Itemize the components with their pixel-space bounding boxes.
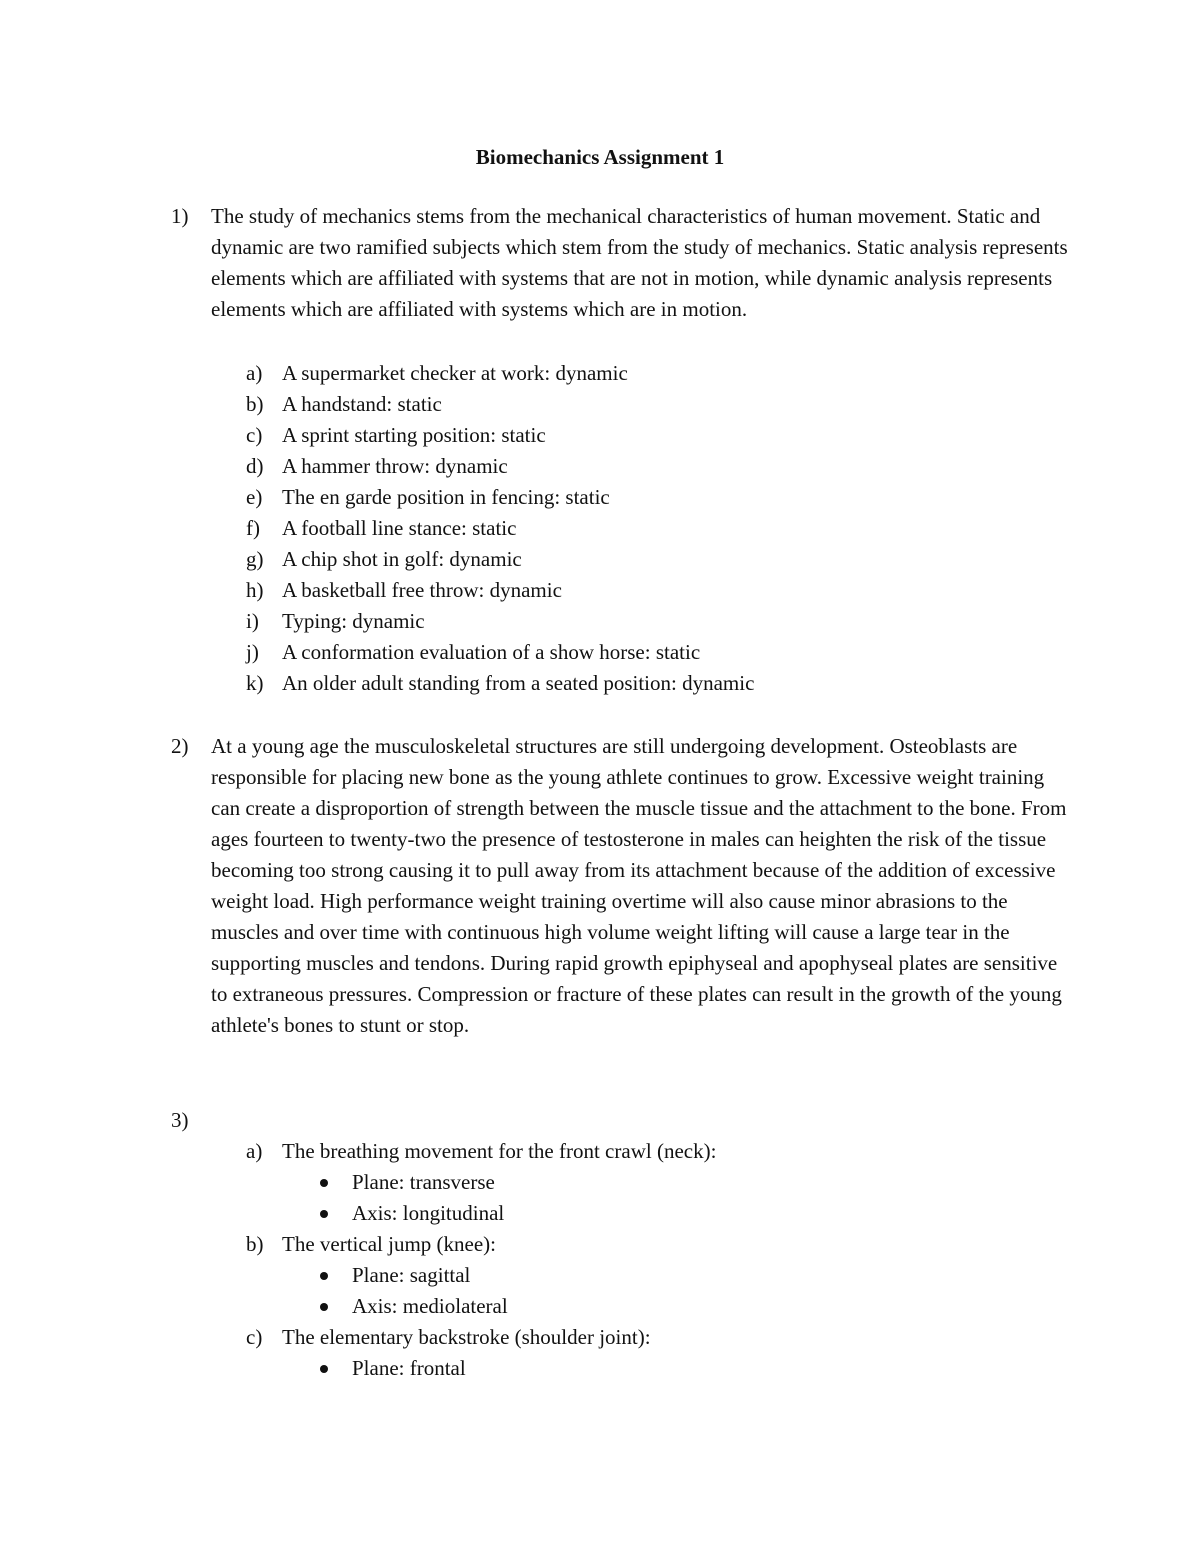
list-item: b) A handstand: static [246, 392, 442, 416]
list-item: b) The vertical jump (knee): [246, 1232, 496, 1256]
list-item: h) A basketball free throw: dynamic [246, 578, 562, 602]
list-item: f) A football line stance: static [246, 516, 517, 540]
question-number: 1) [171, 204, 189, 228]
bullet-item: Plane: frontal [171, 1353, 1071, 1384]
list-item: i) Typing: dynamic [246, 609, 425, 633]
list-item: c) The elementary backstroke (shoulder joint): [246, 1325, 651, 1349]
bullet-icon [320, 1303, 328, 1311]
list-item: a) A supermarket checker at work: dynamic [246, 361, 628, 385]
bullet-item: Plane: transverse [171, 1167, 1071, 1198]
list-item: c) A sprint starting position: static [246, 423, 546, 447]
list-item: g) A chip shot in golf: dynamic [246, 547, 522, 571]
document-title: Biomechanics Assignment 1 [475, 145, 725, 169]
question-1 [171, 201, 1071, 325]
bullet-icon [320, 1365, 328, 1373]
question-number: 3) [171, 1108, 189, 1132]
bullet-icon [320, 1179, 328, 1187]
list-item: e) The en garde position in fencing: static [246, 485, 610, 509]
question-1-list [171, 358, 1071, 699]
bullet-item: Plane: sagittal [171, 1260, 1071, 1291]
bullet-item: Axis: mediolateral [171, 1291, 1071, 1322]
list-item: j) A conformation evaluation of a show horse: static [246, 640, 701, 664]
question-2 [171, 731, 1071, 1041]
question-3 [171, 1105, 1071, 1384]
list-item: d) A hammer throw: dynamic [246, 454, 508, 478]
bullet-item: Axis: longitudinal [171, 1198, 1071, 1229]
bullet-icon [320, 1210, 328, 1218]
list-item: a) The breathing movement for the front crawl (neck): [246, 1139, 717, 1163]
bullet-icon [320, 1272, 328, 1280]
question-1-text: The study of mechanics stems from the mechanical characteristics of human movement. Static and dynamic are two ramified subjects which stem from the study of mechanics. Static analysis represents elements which are affiliated with systems that are not in motion, while dynamic analysis represents elements which are affiliated with systems which are in motion. [211, 204, 1068, 321]
question-number: 2) [171, 734, 189, 758]
list-item: k) An older adult standing from a seated position: dynamic [246, 671, 755, 695]
question-2-text: At a young age the musculoskeletal structures are still undergoing development. Osteoblasts are responsible for placing new bone as the young athlete continues to grow. Excessive weight training can create a disproportion of strength between the muscle tissue and the attachment to the bone. From ages fourteen to twenty-two the presence of testosterone in males can heighten the risk of the tissue becoming too strong causing it to pull away from its attachment because of the addition of excessive weight load. High performance weight training overtime will also cause minor abrasions to the muscles and over time with continuous high volume weight lifting will cause a large tear in the supporting muscles and tendons. During rapid growth epiphyseal and apophyseal plates are sensitive to extraneous pressures. Compression or fracture of these plates can result in the growth of the young athlete's bones to stunt or stop. [211, 734, 1067, 1037]
